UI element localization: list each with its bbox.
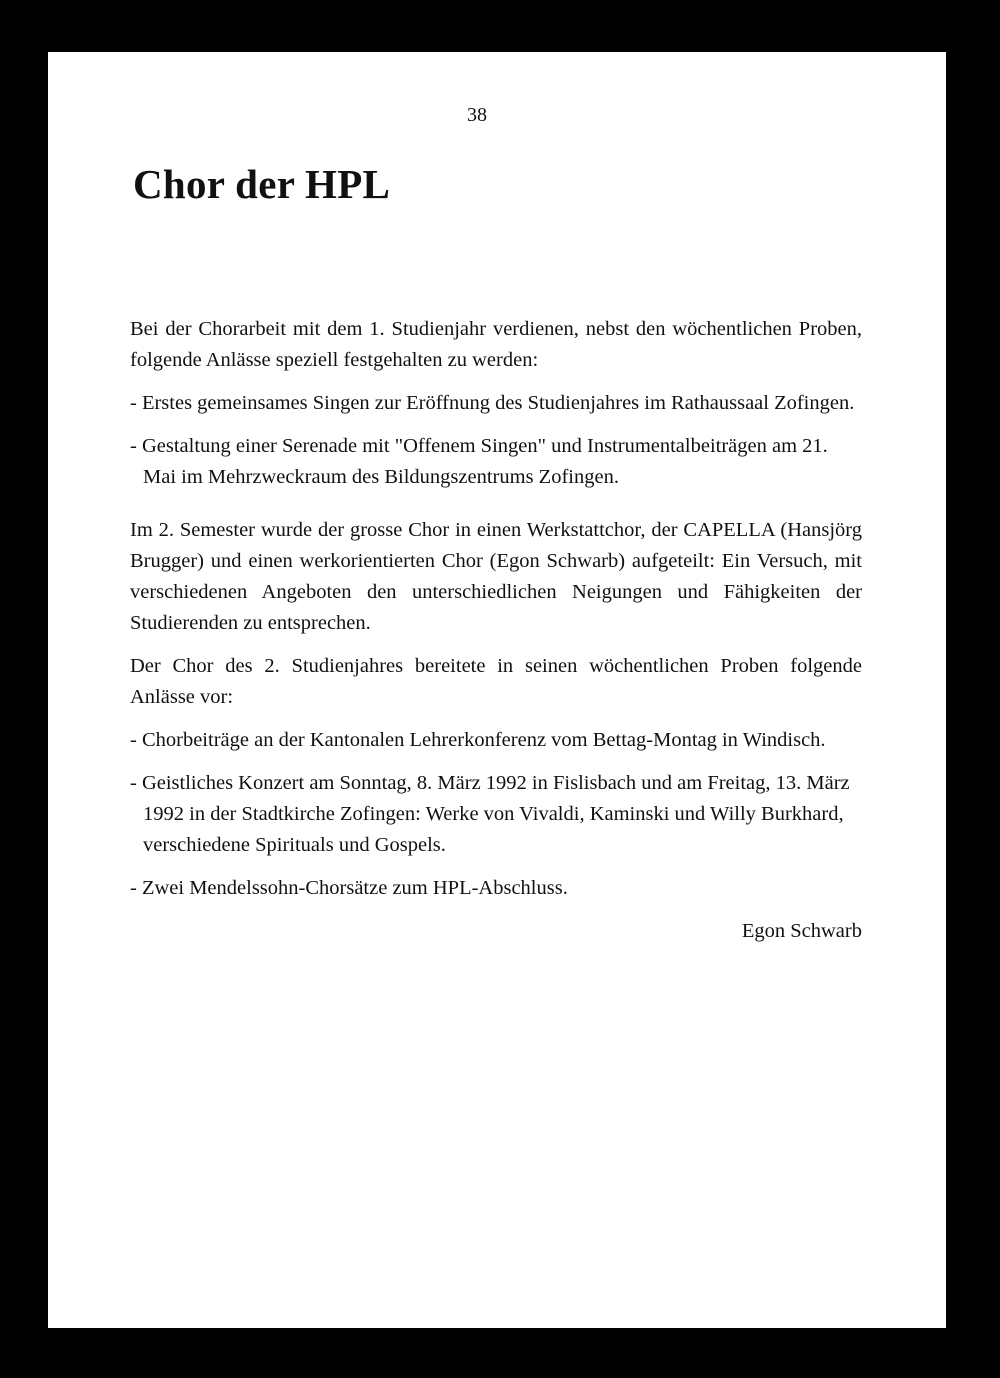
list-item-mendelssohn: - Zwei Mendelssohn-Chorsätze zum HPL-Abschluss. (130, 877, 568, 899)
author-signature: Egon Schwarb (741, 920, 862, 942)
semester-paragraph: Im 2. Semester wurde der grosse Chor in einen Werkstattchor, der CAPELLA (Hansjörg Brugger) und einen werkorientierten Chor (Egon Schwarb) aufgeteilt: Ein Versuch, mit verschiedenen Angeboten den unterschiedlichen Neigungen und Fähigkeiten der Studierenden zu entsprechen. (130, 519, 862, 634)
document-page (48, 52, 946, 1328)
intro-paragraph: Bei der Chorarbeit mit dem 1. Studienjahr verdienen, nebst den wöchentlichen Proben, folgende Anlässe speziell festgehalten zu werden: (130, 318, 862, 371)
list-item-sacred-concert: - Geistliches Konzert am Sonntag, 8. März 1992 in Fislisbach und am Freitag, 13. März 1992 in der Stadtkirche Zofingen: Werke von Vivaldi, Kaminski und Willy Burkhard, verschiedene Spirituals und Gospels. (130, 772, 850, 856)
page-title: Chor der HPL (133, 161, 391, 207)
article-body (130, 314, 862, 947)
list-item-teacher-conference: - Chorbeiträge an der Kantonalen Lehrerkonferenz vom Bettag-Montag in Windisch. (130, 729, 826, 751)
second-year-paragraph: Der Chor des 2. Studienjahres bereitete in seinen wöchentlichen Proben folgende Anlässe vor: (130, 655, 862, 708)
page-number: 38 (467, 104, 487, 126)
list-item-opening-singing: - Erstes gemeinsames Singen zur Eröffnung des Studienjahres im Rathaussaal Zofingen. (130, 392, 855, 414)
list-item-serenade: - Gestaltung einer Serenade mit "Offenem Singen" und Instrumentalbeiträgen am 21. Mai im Mehrzweckraum des Bildungszentrums Zofingen. (130, 435, 828, 488)
